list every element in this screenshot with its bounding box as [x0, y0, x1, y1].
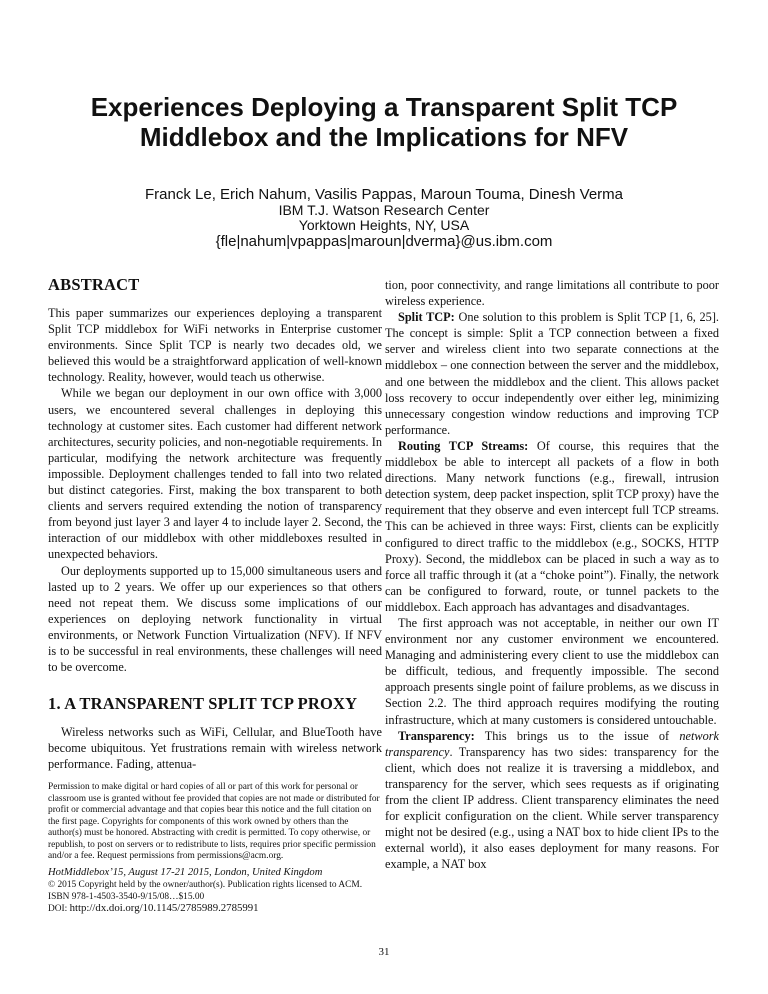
title-line-2: Middlebox and the Implications for NFV — [139, 122, 629, 152]
doi-line — [48, 903, 382, 916]
abstract-paragraph-2: While we began our deployment in our own office with 3,000 users, we encountered several challenges in deploying this technology at customer sites. Each customer had different network architectures, security policies, and non-negotiable requirements. In particular, modifying the network architecture was frequently impossible. Deployment challenges tended to fall into two related but distinct categories. First, making the box transparent to both clients and servers required extending the notion of transparency from beyond just layer 3 and layer 4 to include layer 2. Second, the interaction of our middlebox with other middleboxes resulted in unexpected behaviors. — [48, 386, 382, 562]
continued-paragraph: tion, poor connectivity, and range limitations all contribute to poor wireless experience. — [385, 278, 719, 309]
conference-venue: HotMiddlebox’15, August 17-21 2015, London, United Kingdom — [48, 866, 323, 878]
paper-title — [0, 92, 768, 152]
author-institution: IBM T.J. Watson Research Center — [278, 202, 490, 218]
abstract-heading: ABSTRACT — [48, 275, 140, 294]
transparency-paragraph — [385, 728, 719, 873]
first-approach-paragraph: The first approach was not acceptable, in neither our own IT environment nor any customer environment we encountered. Managing and administering every client to use the middlebox can be difficult, tedious, and frequently impossible. The second approach presents single point of failure problems, as we discuss in Section 2.2. The third approach requires modifying the routing infrastructure, which at many customers is considered untouchable. — [385, 615, 719, 727]
routing-paragraph — [385, 438, 719, 615]
transparency-label: Transparency: — [398, 728, 475, 743]
transparency-lead: This brings us to the issue of — [484, 728, 670, 743]
author-location: Yorktown Heights, NY, USA — [298, 217, 470, 233]
split-tcp-label: Split TCP: — [398, 310, 455, 325]
author-names: Franck Le, Erich Nahum, Vasilis Pappas, Maroun Touma, Dinesh Verma — [145, 186, 623, 203]
abstract-paragraph-3: Our deployments supported up to 15,000 simultaneous users and lasted up to 2 years. We offer up our experiences so that others need not repeat them. We discuss some implications of our experiences on deploying network functionality in virtual environments, or Network Function Virtualization (NFV). If NFV is to be successful in real environments, these challenges will need to be overcome. — [48, 563, 382, 675]
permission-notice: Permission to make digital or hard copies of all or part of this work for personal or classroom use is granted without fee provided that copies are not made or distributed for profit or commercial advantage and that copies bear this notice and the full citation on the first page. Copyrights for components of this work owned by others than the author(s) must be honored. Abstracting with credit is permitted. To copy otherwise, or republish, to post on servers or to redistribute to lists, requires prior specific permission and/or a fee. Request permissions from permissions@acm.org. — [48, 782, 380, 862]
author-email: {fle|nahum|vpappas|maroun|dverma}@us.ibm.com — [215, 233, 553, 250]
permission-block — [48, 782, 382, 916]
left-column — [48, 276, 382, 916]
author-block — [0, 186, 768, 250]
abstract-paragraph-1: This paper summarizes our experiences deploying a transparent Split TCP middlebox for WiFi networks in Enterprise customer environments. Since Split TCP is nearly two decades old, we believed this would be a straightforward application of well-known technology. Reality, however, would teach us otherwise. — [48, 306, 382, 385]
section-1-heading: 1. A TRANSPARENT SPLIT TCP PROXY — [48, 694, 358, 714]
split-tcp-text: One solution to this problem is Split TCP [1, 6, 25]. The concept is simple: Split a TCP connection between a fixed server and wireless client into two separate connections at the middlebox – one connection between the server and the middlebox, and one between the middlebox and the client. This allows packet loss recovery to occur independently over either leg, minimizing unnecessary congestion window reductions and improving TCP performance. — [385, 310, 719, 437]
right-column — [385, 277, 719, 872]
routing-text: Of course, this requires that the middlebox be able to intercept all packets of a flow in both directions. Many network functions (e.g., firewall, intrusion detection system, deep packet inspection, split TCP proxy) have the requirement that they observe and even intercept full TCP streams. This can be achieved in three ways: First, clients can be explicitly configured to direct traffic to the middlebox (e.g., SOCKS, HTTP Proxy). Second, the middlebox can be placed in such a way as to force all traffic through it (at a “choke point”). Finally, the network can be configured to forward, route, or tunnel packets to the middlebox. Each approach has advantages and disadvantages. — [385, 438, 720, 614]
doi-label: DOI: — [48, 904, 68, 915]
section-1-paragraph-1: Wireless networks such as WiFi, Cellular, and BlueTooth have become ubiquitous. Yet frustrations remain with wireless network performance. Fading, attenua- — [48, 725, 382, 772]
routing-label: Routing TCP Streams: — [398, 438, 529, 453]
title-line-1: Experiences Deploying a Transparent Split TCP — [90, 92, 678, 122]
page-number: 31 — [378, 946, 390, 958]
transparency-emphasis: network transparency — [385, 728, 719, 759]
split-tcp-paragraph — [385, 309, 719, 438]
transparency-text: . Transparency has two sides: transparency for the client, which does not realize it is traversing a middlebox, and transparency for the server, which sees requests as if originating from the client IP address. Client transparency eliminates the need for explicit configuration on the client. While server transparency might not be desired (e.g., using a NAT box to hide client IPs to the external world), it also eases deployment for many reasons. For example, a NAT box — [385, 744, 719, 872]
copyright-notice: © 2015 Copyright held by the owner/author(s). Publication rights licensed to ACM. ISBN 978-1-4503-3540-9/15/08…$15.00 — [48, 880, 363, 902]
doi-link[interactable]: http://dx.doi.org/10.1145/2785989.2785991 — [69, 902, 259, 915]
